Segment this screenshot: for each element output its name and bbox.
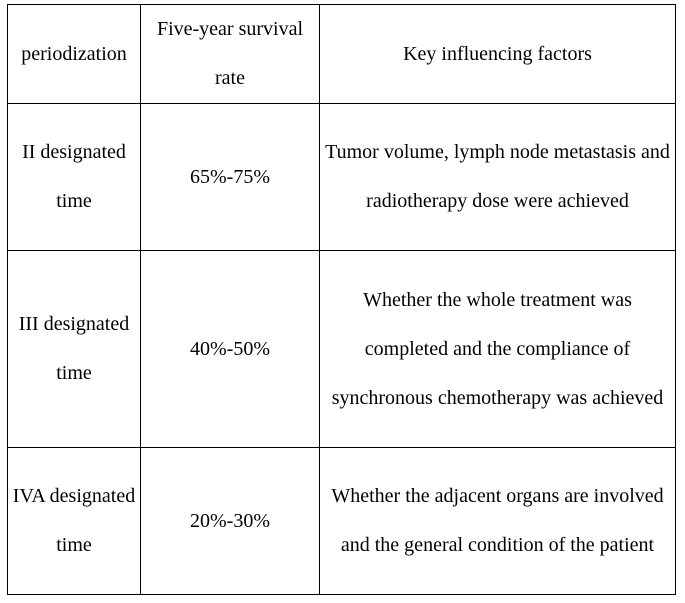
survival-rate-cell: 40%-50%	[141, 251, 320, 448]
stage-cell: III designated time	[8, 251, 141, 448]
stage-cell: II designated time	[8, 104, 141, 251]
key-factors-cell: Whether the whole treatment was completed and the compliance of synchronous chemotherapy was achieved	[320, 251, 676, 448]
key-factors-cell: Tumor volume, lymph node metastasis and radiotherapy dose were achieved	[320, 104, 676, 251]
table-row	[8, 251, 676, 448]
key-factors-cell: Whether the adjacent organs are involved and the general condition of the patient	[320, 448, 676, 595]
table-row	[8, 104, 676, 251]
table-header-row	[8, 5, 676, 104]
survival-rate-cell: 65%-75%	[141, 104, 320, 251]
header-survival-rate: Five-year survival rate	[141, 5, 320, 104]
table-row	[8, 448, 676, 595]
header-key-factors: Key influencing factors	[320, 5, 676, 104]
survival-table	[7, 4, 676, 595]
header-periodization: periodization	[8, 5, 141, 104]
survival-rate-cell: 20%-30%	[141, 448, 320, 595]
stage-cell: IVA designated time	[8, 448, 141, 595]
